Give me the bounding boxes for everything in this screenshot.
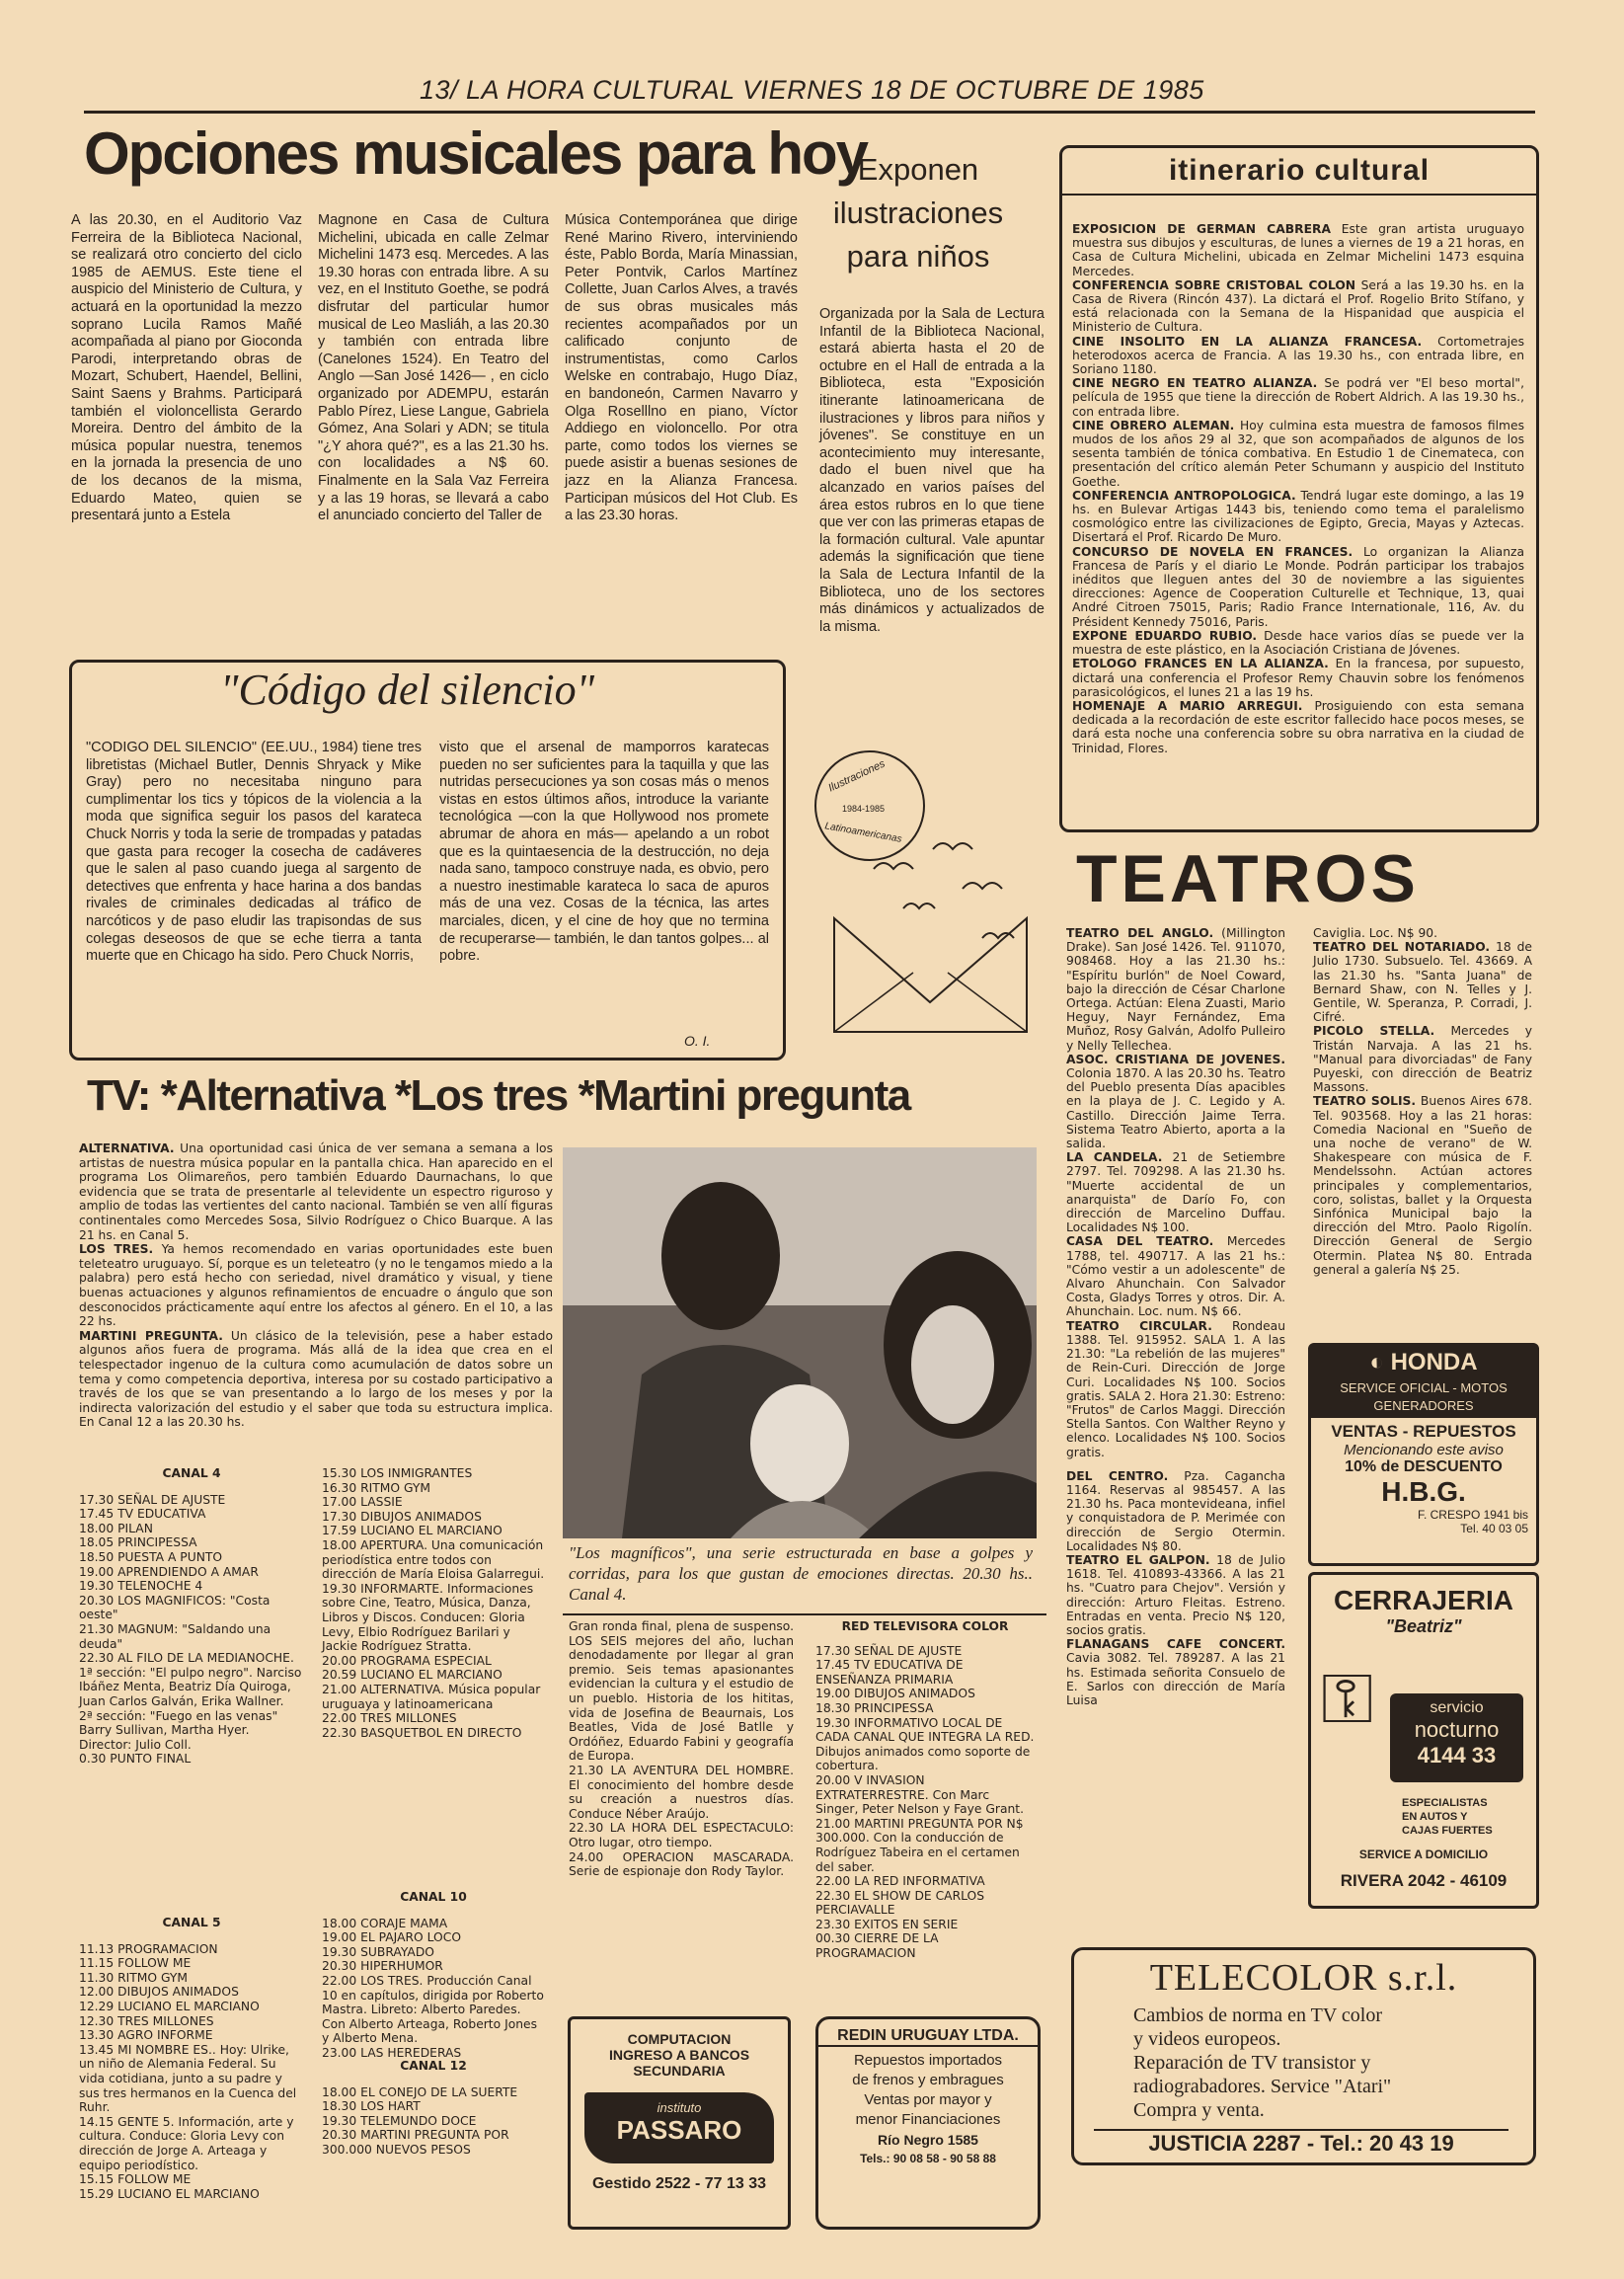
telecolor-line2: y videos europeos. [1133,2028,1281,2050]
teatro-entry: ASOC. CRISTIANA DE JOVENES. Colonia 1870. A las 20.30 hs. Teatro del Pueblo presenta Días apacibles en la playa de J. C. Legido y A. Castillo. Dirección Jaime Terra. Sistema Teatro Abierto, aporta a la salida. [1066,1052,1285,1151]
telecolor-line4: radiograbadores. Service "Atari" [1133,2076,1392,2097]
program-item: 12.29 LUCIANO EL MARCIANO [79,1999,260,2013]
program-item: 13.30 AGRO INFORME [79,2028,213,2043]
program-item: 17.59 LUCIANO EL MARCIANO [322,1524,503,1538]
passaro-ad [568,2016,791,2230]
tv-intro-item: ALTERNATIVA. Una oportunidad casi única de ver semana a semana a los artistas de nuestra música popular en la pantalla chica. Han aparecido en el programa Los Olimareños, pero también Eduardo Daurnachans, lo que evidencia que se trata de presentarle al televidente un espectro riguroso y amplio de todas las vertientes del canto nacional. También se ven allí figuras continentales como Mercedes Sosa, Silvio Rodríguez o Chico Buarque. A las 21 hs. en Canal 5. [79,1141,553,1242]
logo-bottom-text: Latinoamericanas [823,821,903,845]
redin-ad [815,2016,1041,2230]
passaro-address: Gestido 2522 - 77 13 33 [591,2175,767,2192]
redin-line4: menor Financiaciones [855,2111,1001,2128]
cerrajeria-spec1: ESPECIALISTAS [1402,1797,1488,1809]
itinerario-item: CONFERENCIA SOBRE CRISTOBAL COLON Será a las 19.30 hs. en la Casa de Rivera (Rincón 437). La dictará el Prof. Rogelio Brito Stífano, y está relacionada con la Semana de la Hispanidad que auspicia el Ministerio de Cultura. [1072,277,1524,335]
itinerario-item: EXPOSICION DE GERMAN CABRERA Este gran artista uruguayo muestra sus dibujos y esculturas, de lunes a viernes de 19 a 21 horas, en Casa de Cultura Michelini, ubicada en Zelmar Michelini 1473 esquina Mercedes. [1072,222,1525,278]
teatros-col1 [1066,926,1285,2062]
cerrajeria-title: CERRAJERIA [1333,1585,1514,1615]
teatro-entry: TEATRO DEL ANGLO. (Millington Drake). San José 1426. Tel. 911070, 908468. Hoy a las 21.30 hs.: "Espíritu burlón" de Noel Coward, bajo la dirección de César Charlone Ortega. Actúan: Elena Zuasti, Mario Heguy, Nayr Fernández, Ema Muñoz, Rosy Galván, Adolfo Pulleiro y Nelly Tellechea. [1066,926,1285,1053]
program-item: 22.00 LOS TRES. Producción Canal 10 en capítulos, dirigida por Roberto Mastra. Libreto: Alberto Paredes. Con Alberto Arteaga, Roberto Jones y Alberto Mena. [322,1973,548,2046]
codigo-col1: "CODIGO DEL SILENCIO" (EE.UU., 1984) tiene tres libretistas (Michael Butler, Dennis Shryack y Mike Gray) pero no necesitaba ninguno para cumplimentar los tics y tópicos de la violencia a la moda que significa seguir los pasos del karateca Chuck Norris y toda la serie de trompadas y patadas que gasta para recoger la cosecha de cadáveres que le salen al paso cuando juega al sargento de detectives que enfrenta y hace harina a dos bandas rivales de criminales dedicadas al tráfico de narcóticos y de paso eludir las trapisondas de sus colegas deseosos de que se eche tierra a tanta muerte que en Chicago ha sido. Pero Chuck Norris, [86,740,422,965]
program-item: 21.00 MARTINI PREGUNTA POR N$ 300.000. Con la conducción de Rodríguez Tabeira en el certamen del saber. [815,1816,1028,1874]
program-item: 15.15 FOLLOW ME [79,2172,192,2187]
program-item: 15.29 LUCIANO EL MARCIANO [79,2186,260,2201]
page-header [84,71,1535,114]
program-item: 19.00 APRENDIENDO A AMAR [79,1564,259,1579]
photo-figures [563,1147,1037,1538]
tv-intro-item: LOS TRES. Ya hemos recomendado en varias oportunidades este buen teleteatro uruguayo. Sí, porque es un teleteatro (y no le tengamos miedo a la palabra) pero está hecho con seriedad, nivel dramático y visual, y tiene buenas actuaciones y algunos refinamientos de encuadre o ángulo que son desconocidos prácticamente aquí entre los afectos al género. En el 10, a las 22 hs. [79,1242,553,1329]
canal12-listing [322,2059,545,2251]
birds-illustration [814,810,1046,1042]
itinerario-item: ETOLOGO FRANCES EN LA ALIANZA. En la francesa, por supuesto, dictará una conferencia el Profesor Remy Chauvin sobre los fenómenos parasicológicos, el lunes 21 a las 19 hs. [1072,657,1524,699]
martini-detail [569,1619,798,2014]
program-item: 18.00 PILAN [79,1521,153,1535]
teatro-entry: FLANAGANS CAFE CONCERT. Cavia 3082. Tel. 789287. A las 21 hs. Estimada señorita Consuelo de E. Sarlos con dirección de María Luisa [1066,1637,1285,1707]
cerrajeria-address: RIVERA 2042 - 46109 [1340,1871,1508,1890]
opciones-col3: Música Contemporánea que dirige René Marino Rivero, interviniendo éste, Pablo Borda, María Minassian, Peter Pontvik, Carlos Martínez Collette, Juan Carlos Alves, a través de sus obras musicales más recientes acompañados por un calificado conjunto de instrumentistas, como Carlos Welske en contrabajo, Hugo Díaz, en bandoneón, Carmen Navarro y Olga Roselllno en piano, Víctor Addiego en violoncello. Por otra parte, como todos los viernes se puede asistir a buenas sesiones de jazz en la Alianza Francesa. Participan músicos del Hot Club. Es a las 23.30 horas. [565,212,798,524]
program-item: 22.30 BASQUETBOL EN DIRECTO [322,1725,522,1740]
caption-divider [563,1613,1046,1615]
codigo-box [69,660,786,1061]
honda-line6: H.B.G. [1381,1476,1466,1507]
teatro-entry: PICOLO STELLA. Mercedes y Tristán Narvaja. A las 21 hs. "Manual para divorciadas" de Fany Puyeski, con dirección de Beatriz Massons. [1313,1024,1532,1095]
teatro-entry: CASA DEL TEATRO. Mercedes 1788, tel. 490717. A las 21 hs.: "Cómo vestir a un adolescente" de Alvaro Ahunchain. Con Salvador Costa, Gladys Torres y otros. Dir. A. Ahunchain. Loc. num. N$ 66. [1066,1234,1285,1319]
opciones-title: Opciones musicales para hoy [84,120,868,187]
teatro-entry: TEATRO EL GALPON. 18 de Julio 1618. Tel. 410893-43366. A las 21 hs. "Cuatro para Chejov". Versión y dirección: Arturo Fleitas. Estreno. Entradas en venta. Precio N$ 120, socios gratis. [1066,1552,1285,1637]
codigo-signature: O. I. [684,1033,711,1049]
honda-line3: VENTAS - REPUESTOS [1331,1422,1516,1441]
program-item: 20.30 HIPERHUMOR [322,1959,443,1974]
canal4-title: CANAL 4 [162,1466,221,1480]
passaro-line3: SECUNDARIA [633,2063,726,2079]
program-item: 22.00 LA RED INFORMATIVA [815,1874,985,1889]
program-item: 11.15 FOLLOW ME [79,1956,192,1971]
program-item: 11.13 PROGRAMACION [79,1941,218,1956]
redin-line6: Tels.: 90 08 58 - 90 58 88 [860,2152,996,2165]
program-item: 17.30 SEÑAL DE AJUSTE [815,1643,963,1658]
teatros-col2 [1313,926,1532,1341]
canal12-title: CANAL 12 [400,2059,467,2073]
tv-intro-item: MARTINI PREGUNTA. Un clásico de la televisión, pese a haber estado algunos años fuera de programa. Más allá de la idea que crea en el telespectador ingenuo de la cultura como acumulación de datos sobre un tema y como competencia deportiva, interesa por su costado participativo a través de los que se van presentando a lo largo de los meses y por la indirecta valorización del estudio y el saber que toda su estructura implica. En Canal 12 a las 20.30 hs. [79,1328,553,1430]
cerrajeria-ad [1308,1572,1539,1909]
itinerario-list [1072,222,1524,825]
program-item: 23.30 EXITOS EN SERIE [815,1917,959,1931]
honda-line2: GENERADORES [1311,1397,1536,1418]
nocturno-badge: servicio nocturno 4144 33 [1390,1693,1523,1782]
honda-logo-icon: ◐ [1369,1349,1391,1375]
program-item: 22.30 EL SHOW DE CARLOS PERCIAVALLE [815,1888,988,1918]
program-item: 24.00 OPERACION MASCARADA. Serie de espionaje don Rody Taylor. [569,1849,798,1879]
program-item: 17.30 SEÑAL DE AJUSTE [79,1492,226,1507]
program-item: 22.00 TRES MILLONES [322,1711,457,1726]
tv-photo [563,1147,1037,1538]
redin-line3: Ventas por mayor y [864,2091,992,2108]
program-item: 21.00 ALTERNATIVA. Música popular uruguaya y latinoamericana [322,1682,545,1711]
martini-text: Gran ronda final, plena de suspenso. LOS SEIS mejores del año, luchan denodadamente por llegar al gran premio. Seis temas apasionantes evidencian la cultura y el estudio de un pueblo. Historia de los hititas, vida de Josefina de Beaurnais, Los Beatles, Vida de José Batlle y Ordóñez, Eduardo Fabini y geografía de Europa. [569,1619,798,1764]
program-item: 21.30 MAGNUM: "Saldando una deuda" [79,1621,275,1651]
teatro-entry: TEATRO DEL NOTARIADO. 18 de Julio 1730. Subsuelo. Tel. 43669. A las 21.30 hs. "Santa Juana" de Bernard Shaw, con N. Telles y J. Gentile, W. Speranza, P. Corradi, J. Cifré. [1313,940,1533,1025]
itinerario-item: HOMENAJE A MARIO ARREGUI. Prosiguiendo con esta semana dedicada a la recordación de este escritor fallecido hace pocos meses, se dará esta noche una conferencia sobre su obra narrativa en la ciudad de Trinidad, Flores. [1072,698,1524,755]
program-item: 20.00 V INVASION EXTRATERRESTRE. Con Marc Singer, Peter Nelson y Faye Grant. [815,1772,1025,1817]
itinerario-item: CINE OBRERO ALEMAN. Hoy culmina esta muestra de famosos filmes mudos de los años 29 al 32, que son acompañados de algunos de los sesenta también de tónica combativa. En Estudio 1 de Cinemateca, con presentación del crítico alemán Peter Schumann y auspicio del Instituto Goethe. [1072,418,1524,489]
canal10-listing [322,1890,548,2060]
program-item: 22.30 AL FILO DE LA MEDIANOCHE. 1ª sección: "El pulpo negro". Narciso Ibáñez Menta, Beatriz Día Quiroga, Juan Carlos Galván, Erika Wallner. [79,1651,306,1708]
honda-line1: SERVICE OFICIAL - MOTOS [1311,1379,1536,1397]
redin-line2: de frenos y embragues [852,2072,1004,2088]
telecolor-line1: Cambios de norma en TV color [1133,2004,1382,2026]
program-item: 20.00 PROGRAMA ESPECIAL [322,1653,492,1668]
canal4-listing [79,1466,304,1911]
program-item: 11.30 RITMO GYM [79,1970,189,1985]
itinerario-item: CINE NEGRO EN TEATRO ALIANZA. Se podrá ver "El beso mortal", película de 1955 que tiene la dirección de Robert Aldrich. A las 19.30 hs., con entrada libre. [1072,376,1524,419]
program-item: 22.30 LA HORA DEL ESPECTACULO: Otro lugar, otro tiempo. [569,1821,798,1849]
telecolor-address: JUSTICIA 2287 - Tel.: 20 43 19 [1094,2129,1508,2157]
cerrajeria-name: "Beatriz" [1385,1616,1462,1636]
honda-ad [1308,1343,1539,1566]
opciones-col2: Magnone en Casa de Cultura Michelini, ubicada en calle Zelmar Michelini 1473 esq. Mercedes. A las 19.30 horas con entrada libre. A su vez, en el Instituto Goethe, se podrá disfrutar del particular humor musical de Leo Masliáh, a las 20.30 y también con entrada libre (Canelones 1524). En Teatro del Anglo —San José 1426— , en ciclo organizado por ADEMPU, estarán Pablo Pírez, Liese Langue, Gabriela Gómez, Ana Solari y ADN; se titula "¿Y ahora qué?", es a las 21.30 hs. con localidades a N$ 60. Finalmente en la Sala Vaz Ferreira y a las 19 horas, se llevará a cabo el anunciado concierto del Taller de [318,212,549,524]
program-item: 12.30 TRES MILLONES [79,2013,214,2028]
canal5-listing [79,1916,304,2251]
itinerario-item: CONCURSO DE NOVELA EN FRANCES. Lo organizan la Alianza Francesa de París y el diario Le Monde. Podrán participar los trabajos inéditos que lleguen antes del 30 de noviembre a las siguientes direcciones: Agence de Cooperation Culturelle et Technique, 13, quai André Citroen 75015, Paris; Radio France Internationale, 116, Av. du Président Kennedy 75016, Paris. [1072,544,1524,629]
program-item: 19.30 INFORMARTE. Informaciones sobre Cine, Teatro, Música, Danza, Libros y Discos. Conducen: Gloria Levy, Elbio Rodríguez Barilari y Jackie Rodríguez Stratta. [322,1581,538,1654]
program-item: 2ª sección: "Fuego en las venas" Barry Sullivan, Martha Hyer. Director: Julio Coll. [79,1708,282,1752]
exponen-title: Exponen ilustraciones para niños [832,152,1004,274]
codigo-col2: visto que el arsenal de mamporros karatecas pueden no ser suficientes para la taquilla y que las nutridas persecuciones ya son cosas más o menos vistas en estos últimos años, introduce la variante tecnológica —con la que Hollywood nos promete abrumar de ahora en más— apelando a un robot que es la quintaesencia de la destrucción, no deja nada sano, tampoco construye nada, es obvio, pero a nuestro inestimable karateca lo saca de apuros más de una vez. Cosas de la técnica, las artes marciales, dicen, y el cine de hoy que no termina de recuperarse— también, le dan tantos golpes... al pobre. [439,740,769,965]
itinerario-box [1059,145,1539,832]
passaro-inst: instituto [657,2100,702,2115]
itinerario-item: EXPONE EDUARDO RUBIO. Desde hace varios días se puede ver la muestra de este plástico, en la Asociación Cristiana de Jóvenes. [1072,628,1524,658]
tv-title: TV: *Alternativa *Los tres *Martini pregunta [87,1071,910,1120]
teatros-title: TEATROS [1076,841,1420,916]
honda-line8: Tel. 40 03 05 [1460,1522,1528,1535]
program-item: 18.05 PRINCIPESSA [79,1535,197,1550]
itinerario-item: CINE INSOLITO EN LA ALIANZA FRANCESA. Cortometrajes heterodoxos acerca de Francia. A las 19.30 hs., con entrada libre, en Soriano 1180. [1072,334,1525,377]
cerrajeria-spec2: EN AUTOS Y [1402,1811,1468,1823]
program-item: 18.00 CORAJE MAMA [322,1916,448,1930]
opciones-col1: A las 20.30, en el Auditorio Vaz Ferreira de la Biblioteca Nacional, se realizará otro concierto del ciclo 1985 de AEMUS. Este tiene el auspicio del Ministerio de Cultura, y actuará en la oportunidad la mezzo soprano Lucila Ramos Mañé acompañada al piano por Gioconda Parodi, interpretando obras de Mozart, Schubert, Haendel, Bellini, Saint Saens y Brahms. Participará también el violoncellista Gerardo Moreira. Dentro del ámbito de la música popular nuestra, tenemos en la jornada la presencia de uno de los decanos de la misma, Eduardo Mateo, quien se presentará junto a Estela [71,212,302,524]
photo-caption: "Los magníficos", una serie estructurada en base a golpes y corridas, para los que gustan de emociones directas. 20.30 hs.. Canal 4. [569,1543,1033,1604]
program-item: 19.30 TELEMUNDO DOCE [322,2113,477,2128]
canal5-continued [322,1466,548,1881]
program-item: 17.00 LASSIE [322,1495,403,1510]
page-header-text: 13/ LA HORA CULTURAL VIERNES 18 DE OCTUBRE DE 1985 [420,75,1204,105]
program-item: 19.00 DIBUJOS ANIMADOS [815,1687,975,1701]
program-item: 18.00 EL CONEJO DE LA SUERTE [322,2084,518,2099]
teatro-entry: DEL CENTRO. Pza. Cagancha 1164. Reservas al 985457. A las 21.30 hs. Paca montevideana, infiel y conquistadora de P. Merimée con dirección de Sergio Otermin. Localidades N$ 80. [1066,1468,1285,1553]
honda-brand: ◐ HONDA [1311,1346,1536,1379]
key-icon: ⚿ [1321,1660,1374,1737]
tv-intro [79,1141,553,1453]
program-item: 21.30 LA AVENTURA DEL HOMBRE. El conocimiento del hombre desde su creación a nuestros días. Conduce Néber Araújo. [569,1763,798,1821]
telecolor-name: TELECOLOR s.r.l. [1149,1957,1458,1999]
telecolor-ad [1071,1947,1536,2165]
itinerario-item: CONFERENCIA ANTROPOLOGICA. Tendrá lugar este domingo, a las 19 hs. en Bulevar Artigas 1443 bis, teniendo como tema el paralelismo cosmológico entre las civilizaciones de Egipto, Grecia, Mayas y Aztecas. Disertará el Prof. Ricardo De Muro. [1072,488,1524,545]
passaro-line1: COMPUTACION [627,2031,732,2047]
teatro-entry: TEATRO CIRCULAR. Rondeau 1388. Tel. 915952. SALA 1. A las 21.30: "La rebelión de las mujeres" de Rein-Curi. Dirección de Jorge Curi. Localidades N$ 100. Socios gratis. SALA 2. Hora 21.30: Estreno: "Frutos" de Carlos Maggi. Dirección Stella Santos. Con Walther Reyno y elenco. Localidades N$ 100. Socios gratis. [1066,1318,1285,1459]
canal5-title: CANAL 5 [162,1916,221,1929]
codigo-title: "Código del silencio" [220,666,595,714]
cerrajeria-spec3: CAJAS FUERTES [1402,1825,1493,1837]
program-item: 19.30 TELENOCHE 4 [79,1579,203,1594]
program-item: 20.59 LUCIANO EL MARCIANO [322,1668,503,1683]
logo-years: 1984-1985 [842,804,886,814]
telecolor-line5: Compra y venta. [1133,2099,1265,2121]
redin-line1: Repuestos importados [853,2052,1003,2069]
program-item: 00.30 CIERRE DE LA PROGRAMACION [815,1931,943,1961]
redin-name: REDIN URUGUAY LTDA. [818,2027,1038,2047]
program-item: 17.45 TV EDUCATIVA DE ENSEÑANZA PRIMARIA [815,1658,967,1687]
program-item: 18.30 LOS HART [322,2099,421,2114]
program-item: 0.30 PUNTO FINAL [79,1752,192,1767]
program-item: 18.50 PUESTA A PUNTO [79,1549,223,1564]
program-item: 18.00 APERTURA. Una comunicación periodística entre todos con dirección de María Eloisa Galarregui. [322,1537,548,1582]
exponen-text: Organizada por la Sala de Lectura Infantil de la Biblioteca Nacional, estará abierta hasta el 20 de octubre en el Hall de entrada a la Biblioteca, esta "Exposición itinerante latinoamericana de ilustraciones y libros para niños y jóvenes". Se constituye en un acontecimiento muy interesante, dado el buen nivel que ha alcanzado en varios países del área estos rubros en lo que tiene que ver con las primeras etapas de la formación cultural. Vale apuntar además la significación que tiene la Sala de Lectura Infantil de la Biblioteca, uno de los sectores más dinámicos y actualizados de la misma. [819,306,1044,635]
passaro-line2: INGRESO A BANCOS [608,2047,750,2063]
program-item: 17.30 DIBUJOS ANIMADOS [322,1509,482,1524]
program-item: 12.00 DIBUJOS ANIMADOS [79,1985,239,2000]
program-item: 16.30 RITMO GYM [322,1480,431,1495]
teatro-entry: Caviglia. Loc. N$ 90. [1313,926,1438,940]
program-item: 18.30 PRINCIPESSA [815,1700,934,1715]
program-item: 19.00 EL PAJARO LOCO [322,1930,461,1945]
teatro-entry: LA CANDELA. 21 de Setiembre 2797. Tel. 709298. A las 21.30 hs. "Muerte accidental de un anarquista" de Darío Fo, con dirección de Marcelino Duffau. Localidades N$ 100. [1066,1150,1285,1235]
honda-line4: Mencionando este aviso [1344,1442,1504,1458]
cerrajeria-service: SERVICE A DOMICILIO [1358,1847,1489,1861]
program-item: 15.30 LOS INMIGRANTES [322,1466,473,1480]
program-item: 19.30 SUBRAYADO [322,1944,434,1959]
program-item: 13.45 MI NOMBRE ES.. Hoy: Ulrike, un niño de Alemania Federal. Su vida cotidiana, junto a su padre y sus tres hermanos en la Cuenca del Ruhr. [79,2042,301,2115]
logo-top-text: Ilustraciones [826,757,888,795]
telecolor-line3: Reparación de TV transistor y [1133,2052,1371,2074]
red-listing [815,1619,1039,2014]
redin-line5: Río Negro 1585 [878,2132,978,2148]
program-item: 20.30 MARTINI PREGUNTA POR 300.000 NUEVOS PESOS [322,2128,513,2157]
passaro-name: PASSARO [616,2115,742,2145]
passaro-logo [584,2092,774,2163]
program-item: 14.15 GENTE 5. Información, arte y cultura. Conduce: Gloria Levy con dirección de Jorge A. Arteaga y equipo periodístico. [79,2114,298,2172]
program-item: 23.00 LAS HEREDERAS [322,2045,462,2060]
canal10-title: CANAL 10 [400,1890,467,1904]
program-item: 20.30 LOS MAGNIFICOS: "Costa oeste" [79,1593,274,1622]
honda-line5: 10% de DESCUENTO [1345,1458,1503,1475]
red-title: RED TELEVISORA COLOR [841,1619,1009,1633]
itinerario-title: itinerario cultural [1062,154,1536,196]
honda-line7: F. CRESPO 1941 bis [1417,1508,1528,1522]
program-item: 19.30 INFORMATIVO LOCAL DE CADA CANAL QUE INTEGRA LA RED. Dibujos animados como soporte de cobertura. [815,1715,1039,1773]
program-item: 17.45 TV EDUCATIVA [79,1507,206,1522]
teatro-entry: TEATRO SOLIS. Buenos Aires 678. Tel. 903568. Hoy a las 21 horas: Comedia Nacional en "Sueño de una noche de verano" de W. Shakespeare con música de F. Mendelssohn. Actúan actores principales y complementarios, coro, solistas, ballet y la Orquesta Sinfónica Municipal bajo la dirección del Mtro. Paolo Rigolín. Dirección General de Sergio Otermin. Platea N$ 80. Entrada general a galería N$ 25. [1313,1094,1532,1277]
